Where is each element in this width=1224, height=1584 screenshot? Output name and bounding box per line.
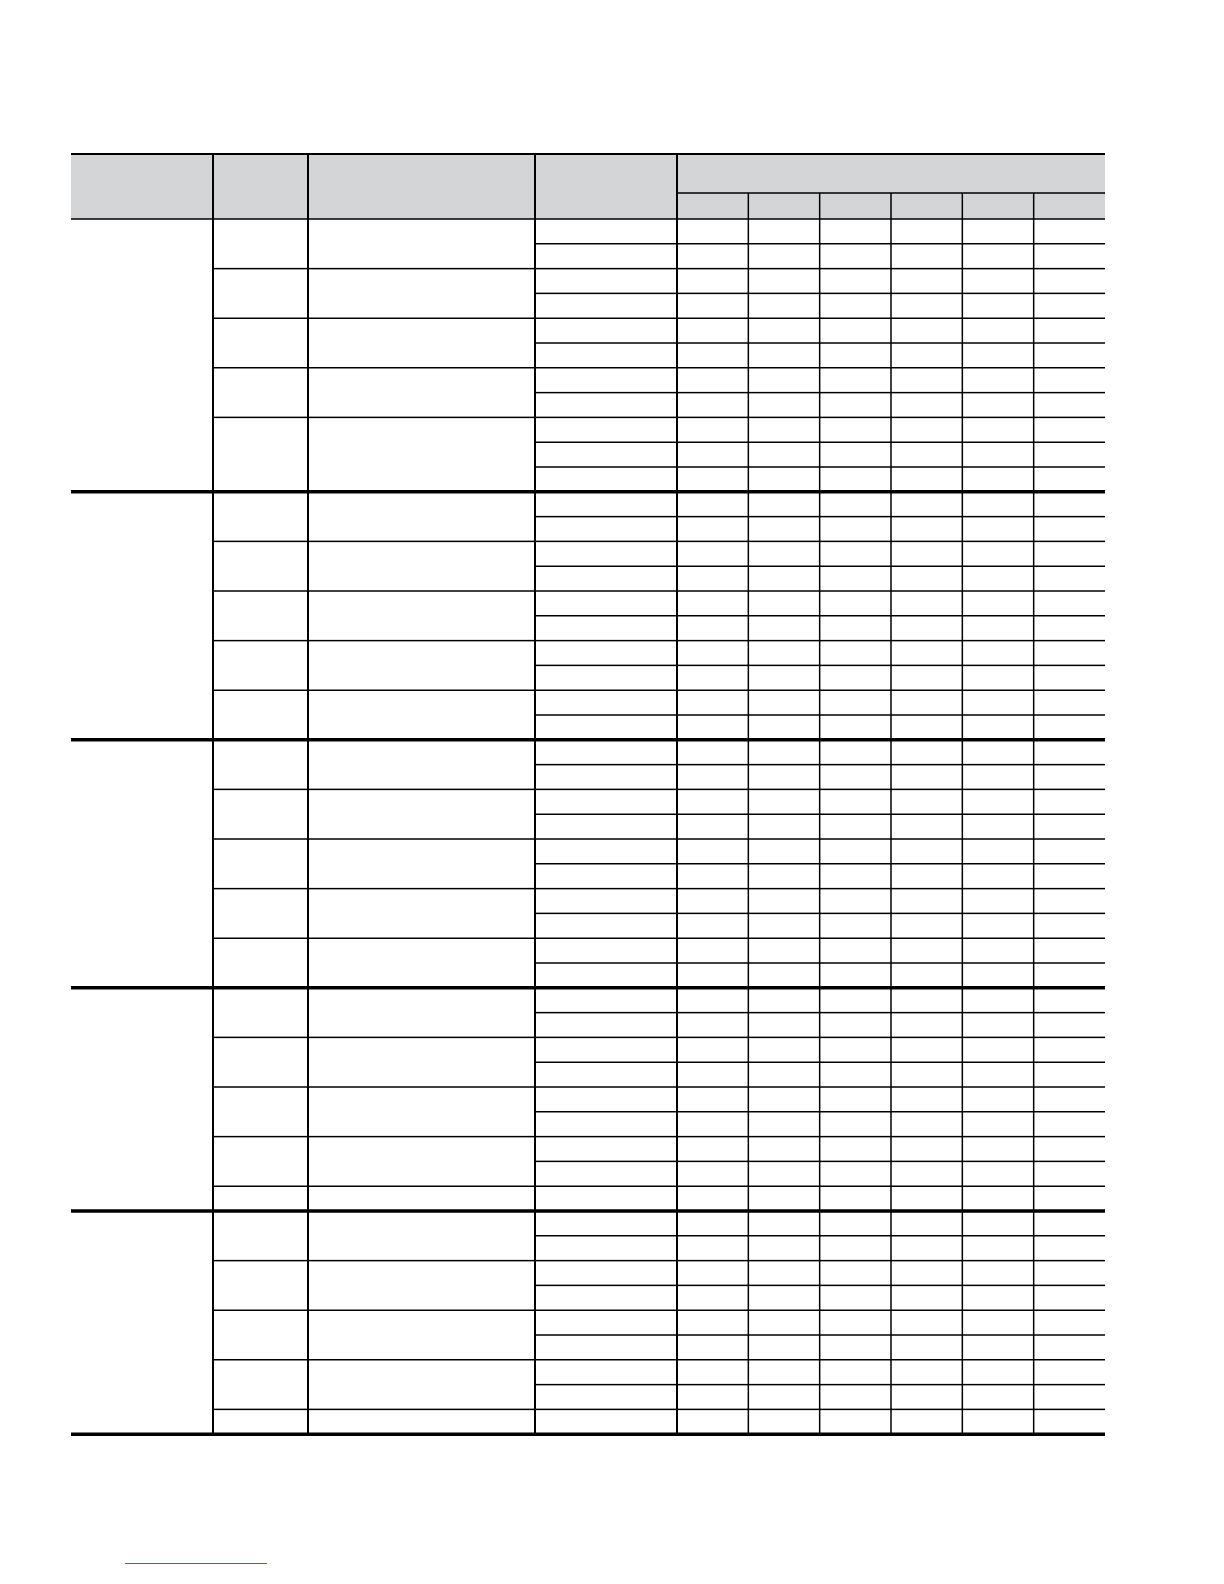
footer-link[interactable]	[125, 1551, 267, 1564]
table-header	[71, 154, 1105, 219]
